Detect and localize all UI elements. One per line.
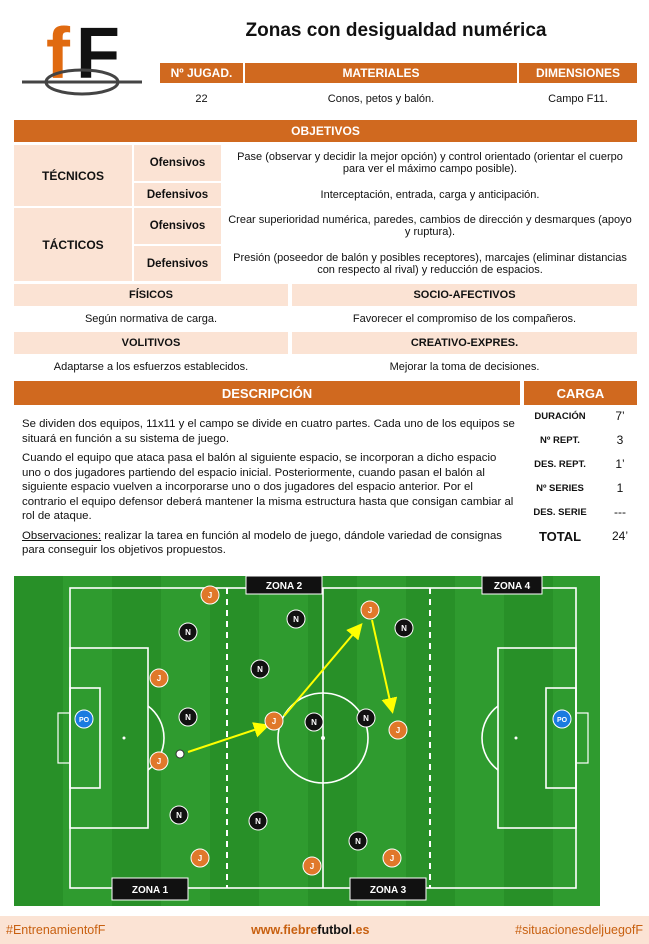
- carga-label: DES. SERIE: [533, 506, 587, 518]
- socio-label: SOCIO-AFECTIVOS: [292, 284, 637, 306]
- ball: [176, 750, 184, 758]
- player-n-label: N: [176, 811, 182, 820]
- carga-row: [520, 428, 640, 452]
- zone-label-3: [350, 878, 426, 900]
- player-n: [179, 623, 197, 641]
- objetivos-header: OBJETIVOS: [14, 120, 637, 142]
- carga-value: 1’: [615, 457, 625, 471]
- observaciones-label: Observaciones:: [22, 529, 102, 542]
- zone-label-1: [112, 878, 188, 900]
- player-n-label: N: [363, 714, 369, 723]
- player-j-label: J: [309, 862, 315, 871]
- player-n-label: N: [255, 817, 261, 826]
- tecnicos-ofensivos-text: Pase (observar y decidir la mejor opción) y control orientado (orientar el cuerpo para ver el máximo campo posible).: [237, 151, 623, 175]
- svg-text:f: f: [46, 14, 70, 94]
- header-materiales: MATERIALES: [245, 63, 517, 83]
- carga-label: Nº SERIES: [536, 482, 584, 494]
- player-j-label: J: [367, 606, 373, 615]
- creativo-label: CREATIVO-EXPRES.: [292, 332, 637, 354]
- penalty-spot-left: [123, 737, 126, 740]
- socio-text: Favorecer el compromiso de los compañeros.: [352, 313, 577, 325]
- carga-value: 3: [616, 433, 624, 447]
- goalkeeper-right: [553, 710, 571, 728]
- carga-row: [520, 452, 640, 476]
- footer-hashtag-left[interactable]: #EntrenamientofF: [6, 923, 106, 937]
- goalkeeper-right-label: PO: [556, 717, 568, 724]
- player-j: [389, 721, 407, 739]
- tacticos-defensivos-text: Presión (poseedor de balón y posibles receptores), marcajes (eliminar distancias con respecto al rival) y reducción de espacios.: [233, 251, 627, 276]
- logo: [18, 8, 146, 108]
- footer-website-b: futbol: [317, 923, 353, 937]
- player-j-label: J: [197, 854, 203, 863]
- goalkeeper-left: [75, 710, 93, 728]
- player-j-label: J: [207, 591, 213, 600]
- player-j-label: J: [156, 757, 162, 766]
- carga-value: ---: [614, 505, 626, 519]
- player-j-label: J: [271, 717, 277, 726]
- carga-label: DURACIÓN: [534, 410, 586, 422]
- center-spot: [321, 736, 325, 740]
- carga-row: [520, 500, 640, 524]
- observaciones-text: realizar la tarea en función al modelo de juego, dándole variedad de consignas para conseguir los objetivos propuestos.: [22, 529, 502, 556]
- descripcion-body: [22, 417, 518, 563]
- player-n-label: N: [293, 615, 299, 624]
- player-j-label: J: [156, 674, 162, 683]
- player-n: [305, 713, 323, 731]
- carga-row: [520, 476, 640, 500]
- volitivos-label: VOLITIVOS: [14, 332, 288, 354]
- player-j: [303, 857, 321, 875]
- zone-label-4-text: ZONA 4: [493, 581, 531, 592]
- goalkeeper-left-label: PO: [78, 717, 90, 724]
- descripcion-p2: Cuando el equipo que ataca pasa el balón al siguiente espacio, se incorporan a dicho espacio uno o dos jugadores partiendo del espacio inicial. Posteriormente, cuando pasan el balón al siguiente espacio vuelven a incorporarse uno o dos jugadores del espacio anterior. Por el contrario el equipo defensor deberá mantener la misma estructura hasta que consigan cambiar al rol de ataque.: [22, 452, 514, 522]
- descripcion-p1: Se dividen dos equipos, 11x11 y el campo se divide en cuatro partes. Cada uno de los equipos se situará en función a su sistema de juego.: [22, 418, 515, 445]
- page-title: Zonas con desigualdad numérica: [245, 20, 547, 41]
- tecnicos-defensivos-label: Defensivos: [134, 183, 221, 206]
- player-n-label: N: [355, 837, 361, 846]
- tacticos-ofensivos-label: Ofensivos: [134, 208, 221, 244]
- zone-label-4: [482, 576, 542, 594]
- player-n-label: N: [311, 718, 317, 727]
- penalty-spot-right: [515, 737, 518, 740]
- descripcion-observaciones: [22, 529, 518, 558]
- player-j: [150, 752, 168, 770]
- value-jugadores: 22: [195, 93, 208, 105]
- svg-text:F: F: [76, 14, 120, 94]
- grass-stripes: [14, 576, 600, 906]
- carga-total-label: TOTAL: [538, 528, 582, 544]
- player-j: [150, 669, 168, 687]
- player-n: [179, 708, 197, 726]
- player-j-label: J: [389, 854, 395, 863]
- footer-website-a: www.fiebre: [251, 923, 318, 937]
- carga-table: [520, 404, 640, 548]
- value-materiales: Conos, petos y balón.: [327, 93, 435, 105]
- player-n: [357, 709, 375, 727]
- carga-label: DES. REPT.: [534, 458, 586, 470]
- player-j: [265, 712, 283, 730]
- carga-value: 1: [616, 481, 624, 495]
- tecnicos-label: TÉCNICOS: [14, 145, 132, 206]
- player-j-label: J: [395, 726, 401, 735]
- player-j: [383, 849, 401, 867]
- tecnicos-defensivos-text: Interceptación, entrada, carga y anticipación.: [320, 188, 540, 201]
- zone-label-3-text: ZONA 3: [369, 885, 407, 896]
- zone-label-2: [246, 576, 322, 594]
- footer-website[interactable]: [251, 923, 369, 937]
- football-pitch: [14, 576, 600, 906]
- carga-total-value: 24’: [611, 529, 628, 543]
- player-n-label: N: [401, 624, 407, 633]
- tacticos-defensivos-label: Defensivos: [134, 246, 221, 281]
- player-n-label: N: [257, 665, 263, 674]
- player-n: [287, 610, 305, 628]
- player-n: [395, 619, 413, 637]
- player-n-label: N: [185, 713, 191, 722]
- zone-label-1-text: ZONA 1: [131, 885, 169, 896]
- carga-value: 7’: [615, 409, 625, 423]
- carga-row: [520, 404, 640, 428]
- tacticos-label: TÁCTICOS: [14, 208, 132, 281]
- value-dimensiones: Campo F11.: [548, 93, 608, 105]
- header-jugadores: Nº JUGAD.: [160, 63, 243, 83]
- player-n: [170, 806, 188, 824]
- header-dimensiones: DIMENSIONES: [519, 63, 637, 83]
- carga-label: Nº REPT.: [540, 434, 580, 446]
- fisicos-text: Según normativa de carga.: [84, 313, 218, 325]
- carga-total-row: [520, 524, 640, 548]
- creativo-text: Mejorar la toma de decisiones.: [389, 361, 540, 373]
- player-j: [361, 601, 379, 619]
- player-n: [349, 832, 367, 850]
- footer-hashtag-right[interactable]: #situacionesdeljuegofF: [515, 923, 643, 937]
- descripcion-header: DESCRIPCIÓN: [14, 381, 520, 405]
- player-j: [191, 849, 209, 867]
- zone-label-2-text: ZONA 2: [265, 581, 303, 592]
- volitivos-text: Adaptarse a los esfuerzos establecidos.: [53, 361, 249, 373]
- player-n: [249, 812, 267, 830]
- player-j: [201, 586, 219, 604]
- player-n: [251, 660, 269, 678]
- tecnicos-ofensivos-label: Ofensivos: [134, 145, 221, 181]
- footer-website-c: .es: [352, 923, 370, 937]
- footer: [0, 916, 649, 944]
- tacticos-ofensivos-text: Crear superioridad numérica, paredes, cambios de dirección y desmarques (apoyo y ruptura).: [228, 214, 632, 238]
- carga-header: CARGA: [524, 381, 637, 405]
- fisicos-label: FÍSICOS: [14, 284, 288, 306]
- player-n-label: N: [185, 628, 191, 637]
